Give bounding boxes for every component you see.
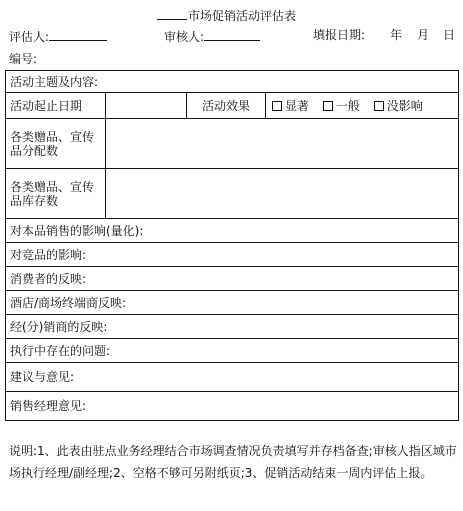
activity-period-label: 活动起止日期 [6, 93, 106, 119]
row-sales-manager-opinion [6, 392, 459, 421]
row-activity-period [6, 93, 459, 119]
terminal-feedback-label: 酒店/商场终端商反映: [10, 295, 127, 310]
sales-impact-cell[interactable] [6, 219, 459, 243]
row-gifts-stock [6, 169, 459, 219]
execution-issues-cell[interactable] [6, 339, 459, 363]
evaluator-input[interactable] [49, 28, 107, 41]
effect-option-average[interactable]: 一般 [323, 99, 360, 113]
effect-option-no-impact[interactable]: 没影响 [374, 99, 423, 113]
row-execution-issues [6, 339, 459, 363]
sales-manager-opinion-cell[interactable] [6, 392, 459, 421]
row-consumer-feedback [6, 267, 459, 291]
activity-theme-cell[interactable] [6, 71, 459, 93]
form-note: 说明:1、此表由驻点业务经理结合市场调查情况负责填写并存档备查;审核人指区域市场执行经理/副经理;2、空格不够可另附纸页;3、促销活动结束一周内评估上报。 [9, 444, 457, 480]
evaluator-field [9, 28, 107, 44]
year-label: 年 [390, 28, 403, 42]
consumer-feedback-label: 消费者的反映: [10, 271, 87, 286]
row-distributor-feedback [6, 315, 459, 339]
reviewer-input[interactable] [204, 28, 260, 41]
distributor-feedback-label: 经(分)销商的反映: [10, 319, 108, 334]
row-terminal-feedback [6, 291, 459, 315]
competitor-impact-cell[interactable] [6, 243, 459, 267]
report-date-label: 填报日期: [313, 28, 366, 42]
reviewer-label: 审核人: [164, 30, 205, 44]
evaluation-form-table [5, 70, 459, 421]
number-label: 编号: [9, 52, 38, 66]
consumer-feedback-cell[interactable] [6, 267, 459, 291]
gifts-distribution-label: 各类赠品、宣传 品分配数 [6, 119, 106, 169]
checkbox-average[interactable] [323, 101, 333, 111]
row-competitor-impact [6, 243, 459, 267]
activity-theme-label: 活动主题及内容: [10, 74, 99, 89]
gifts-distribution-value[interactable] [106, 119, 459, 169]
evaluator-label: 评估人: [9, 30, 50, 44]
sales-impact-label: 对本品销售的影响(量化): [10, 223, 144, 238]
row-activity-theme [6, 71, 459, 93]
activity-effect-label: 活动效果 [187, 93, 266, 118]
row-suggestions [6, 363, 459, 392]
suggestions-label: 建议与意见: [10, 370, 75, 384]
execution-issues-label: 执行中存在的问题: [10, 343, 111, 358]
day-label: 日 [443, 28, 456, 42]
activity-effect-cell [187, 93, 459, 119]
distributor-feedback-cell[interactable] [6, 315, 459, 339]
competitor-impact-label: 对竞品的影响: [10, 247, 87, 262]
terminal-feedback-cell[interactable] [6, 291, 459, 315]
row-gifts-distribution [6, 119, 459, 169]
form-title [157, 8, 296, 23]
title-text: 市场促销活动评估表 [188, 9, 297, 23]
month-label: 月 [417, 28, 430, 42]
effect-option-significant[interactable]: 显著 [272, 99, 309, 113]
checkbox-no-impact[interactable] [374, 101, 384, 111]
checkbox-significant[interactable] [272, 101, 282, 111]
gifts-stock-label: 各类赠品、宣传 品库存数 [6, 169, 106, 219]
gifts-stock-value[interactable] [106, 169, 459, 219]
title-blank-line[interactable] [157, 8, 187, 20]
activity-period-value[interactable] [106, 93, 187, 119]
row-sales-impact [6, 219, 459, 243]
reviewer-field [164, 28, 260, 44]
suggestions-cell[interactable] [6, 363, 459, 392]
effect-options [266, 99, 423, 113]
sales-manager-opinion-label: 销售经理意见: [10, 399, 87, 413]
